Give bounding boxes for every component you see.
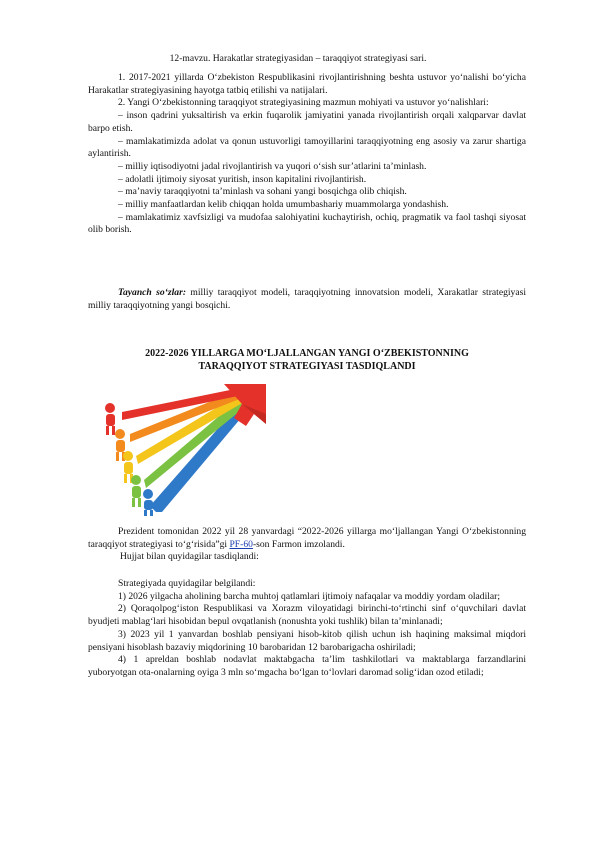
keywords-text: milliy taraqqiyot modeli, taraqqiyotning innovatsion modeli, Xarakatlar strategiyasi milliy taraqqiyotning yangi bosqichi.	[88, 287, 526, 311]
decree-link[interactable]: PF-60	[229, 538, 253, 550]
list-item: – milliy iqtisodiyotni jadal rivojlantirish va yuqori o‘sish sur’atlarini ta’minlash.	[118, 160, 427, 172]
list-item: – mamlakatimizda adolat va qonun ustuvorligi tamoyillarini taraqqiyotning eng asosiy va zarur shartiga aylantirish.	[88, 135, 526, 160]
keywords-label: Tayanch so‘zlar:	[118, 287, 187, 298]
heading-line-2: TARAQQIYOT STRATEGIYASI TASDIQLANDI	[198, 361, 416, 372]
strategy-item: 2) Qoraqolpog‘iston Respublikasi va Xorazm viloyatidagi birinchi-to‘rtinchi sinf o‘quvchilari davlat byudjeti mablag‘lari hisobidan bepul ovqatlanish (nonushta yoki tushlik) bilan ta’minlanadi;	[88, 603, 526, 628]
list-item: – mamlakatimiz xavfsizligi va mudofaa salohiyatini kuchaytirish, ochiq, pragmatik va faol tashqi siyosat olib borish.	[88, 211, 526, 236]
decree-block	[88, 526, 526, 564]
strategy-intro: Strategiyada quyidagilar belgilandi:	[118, 578, 256, 589]
heading-line-1: 2022-2026 YILLARGA MO‘LJALLANGAN YANGI O‘ZBEKISTONNING	[145, 348, 469, 359]
figure-5	[143, 489, 153, 516]
list-item: – adolatli ijtimoiy siyosat yuritish, inson kapitalini rivojlantirish.	[118, 173, 367, 185]
strategy-item: 3) 2023 yil 1 yanvardan boshlab pensiyani hisob-kitob qilish uchun ish haqining maksimal miqdori pensiyani hisoblash bazaviy miqdorining 10 barobaridan 12 barobarigacha oshiriladi;	[88, 628, 526, 653]
figure-1	[105, 403, 115, 435]
intro-block	[88, 72, 526, 237]
approved-line: Hujjat bilan quyidagilar tasdiqlandi:	[120, 551, 259, 563]
list-item: – milliy manfaatlardan kelib chiqqan holda umumbashariy muammolarga yondashish.	[118, 199, 449, 211]
list-item: – inson qadrini yuksaltirish va erkin fuqarolik jamiyatini yanada rivojlantirish orqali xalqparvar davlat barpo etish.	[88, 110, 526, 134]
decree-text-end: -son Farmon imzolandi.	[252, 538, 345, 550]
keywords-block	[88, 287, 526, 312]
list-item: – ma’naviy taraqqiyotni ta’minlash va sohani yangi bosqichga olib chiqish.	[118, 186, 407, 198]
paragraph-2: 2. Yangi O‘zbekistonning taraqqiyot strategiyasining mazmun mohiyati va ustuvor yo‘nalishlari:	[118, 97, 489, 109]
paragraph-1: 1. 2017-2021 yillarda O‘zbekiston Respublikasini rivojlantirishning beshta ustuvor yo‘nalishi bo‘yicha Harakatlar strategiyasining hayotga tatbiq etilishi va natijalari.	[88, 72, 526, 96]
growth-arrows-illustration	[96, 384, 290, 516]
page-title: 12-mavzu. Harakatlar strategiyasidan – taraqqiyot strategiyasi sari.	[169, 53, 427, 64]
figure-4	[131, 475, 141, 507]
decree-text: Prezident tomonidan 2022 yil 28 yanvardagi “2022-2026 yillarga mo‘ljallangan Yangi O‘zbekistonning taraqqiyot strategiyasi to‘g‘risida”gi	[88, 526, 526, 550]
strategy-item: 4) 1 apreldan boshlab nodavlat maktabgacha ta’lim tashkilotlari va maktablarga farzandlarini yuboryotgan ota-onalarning oyiga 3 mln so‘mgacha bo‘lgan to‘lovlari daromad solig‘idan ozod etiladi;	[88, 654, 526, 678]
section-heading	[88, 347, 526, 373]
strategy-block	[88, 578, 526, 680]
strategy-item: 1) 2026 yilgacha aholining barcha muhtoj qatlamlari ijtimoiy nafaqalar va moddiy yordam oladilar;	[118, 590, 501, 602]
